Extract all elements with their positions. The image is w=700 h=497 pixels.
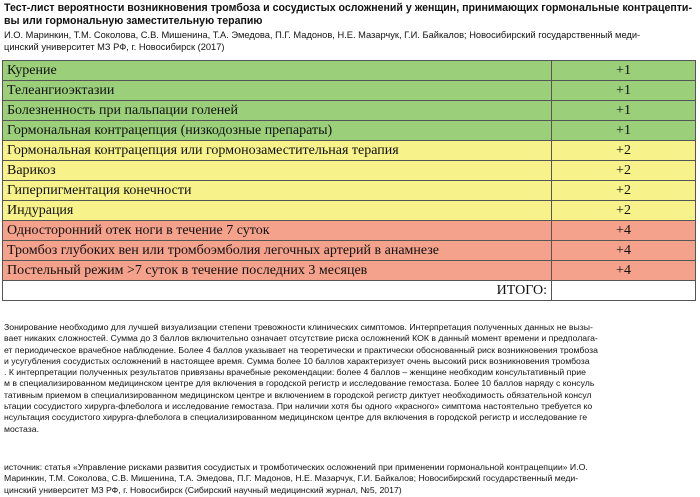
risk-score: +2 [552,161,696,181]
table-row [3,101,696,121]
risk-score: +1 [552,61,696,81]
risk-factor: Курение [3,61,552,81]
document-title: Тест-лист вероятности возникновения тромбоза и сосудистых осложнений у женщин, принимающих гормональные контрацепти- вы или гормональную заместительную терапию [4,2,692,27]
risk-score: +2 [552,141,696,161]
risk-factor: Болезненность при пальпации голеней [3,101,552,121]
risk-factor: Варикоз [3,161,552,181]
risk-factor: Гормональная контрацепция (низкодозные препараты) [3,121,552,141]
total-row [3,281,696,301]
table-row [3,241,696,261]
table-row [3,201,696,221]
risk-factor: Индурация [3,201,552,221]
table-row [3,141,696,161]
risk-score: +4 [552,221,696,241]
risk-factor: Телеангиоэктазии [3,81,552,101]
risk-score: +1 [552,81,696,101]
risk-factor: Постельный режим >7 суток в течение последних 3 месяцев [3,261,552,281]
interpretation-text: Зонирование необходимо для лучшей визуализации степени тревожности клинических симптомов. Интерпретация полученных данных не вызы- вает никаких сложностей. Сумма до 3 баллов включительно означает отсутствие риска осложнений КОК в данный момент времени и предполага- ет периодическое врачебное наблюдение. Более 4 баллов указывает на теоретически и практически обоснованный риск возникновения тромбоза и усугубления сосудистых осложнений в настоящее время. Сумма более 10 баллов характеризует очень высокий риск возникновения тромбоза . К интерпретации полученных результатов привязаны врачебные рекомендации: более 4 баллов – женщине необходим консультативный прие м в специализированном медицинском центре для включения в городской регистр и исследование гемостаза. Более 10 баллов наряду с консуль тативным приемом в специализированном медицинском центре и включением в городской регистр диктует необходимость обязательной консул ьтации сосудистого хирурга-флеболога и исследование гемостаза. При наличии хотя бы одного «красного» симптома настоятельно требуется ко нсультация сосудистого хирурга-флеболога в специализированном медицинском центре для включения в городской регистр и исследование ге мостаза. [4,322,598,434]
risk-score: +4 [552,241,696,261]
risk-table [2,60,696,301]
total-label: ИТОГО: [3,281,552,301]
table-row [3,261,696,281]
table-row [3,161,696,181]
risk-score: +1 [552,101,696,121]
risk-score: +1 [552,121,696,141]
authors-line: И.О. Маринкин, Т.М. Соколова, С.В. Мишенина, Т.А. Эмедова, П.Г. Мадонов, Н.Е. Мазарчук, Г.И. Байкалов; Новосибирский государственный меди- цинский университет МЗ РФ, г. Новосибирск (2017) [4,30,641,52]
risk-score: +2 [552,201,696,221]
total-value-cell[interactable] [552,281,696,301]
risk-score: +2 [552,181,696,201]
table-row [3,181,696,201]
risk-factor: Односторонний отек ноги в течение 7 суток [3,221,552,241]
table-row [3,221,696,241]
risk-score: +4 [552,261,696,281]
table-row [3,81,696,101]
table-row [3,61,696,81]
risk-factor: Тромбоз глубоких вен или тромбоэмболия легочных артерий в анамнезе [3,241,552,261]
risk-factor: Гормональная контрацепция или гормонозаместительная терапия [3,141,552,161]
source-citation: источник: статья «Управление рисками развития сосудистых и тромботических осложнений при применении гормональной контрацепции» И.О. Маринкин, Т.М. Соколова, С.В. Мишенина, Т.А. Эмедова, П.Г. Мадонов, Н.Е. Мазарчук, Г.И. Байкалов; Новосибирский государственный меди- цинский университет МЗ РФ, г. Новосибирск (Сибирский научный медицинский журнал, №5, 2017) [4,462,588,495]
table-row [3,121,696,141]
risk-factor: Гиперпигментация конечности [3,181,552,201]
